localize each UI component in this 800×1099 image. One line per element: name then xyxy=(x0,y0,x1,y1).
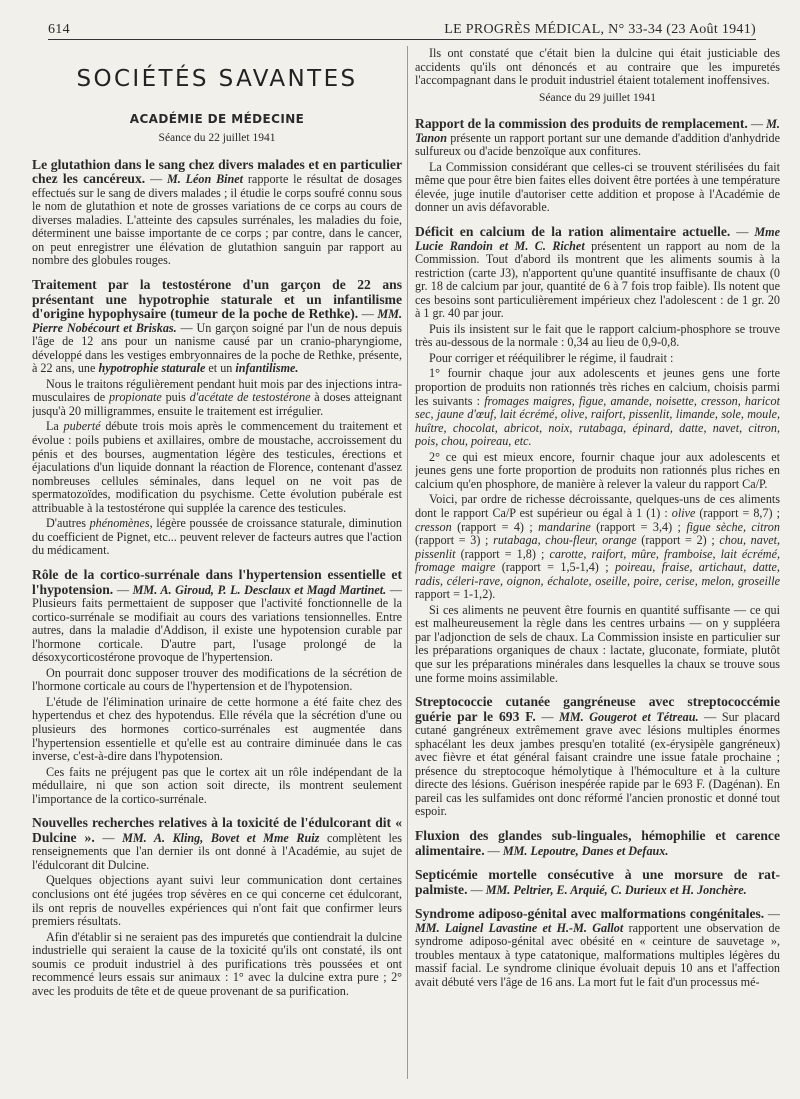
article-title: Septicémie mortelle consécutive à une morsure de rat-palmiste. xyxy=(415,867,780,897)
article-glutathion xyxy=(32,158,402,268)
article-paragraph: Nous le traitons régulièrement pendant huit mois par des injections intra-musculaires de propionate puis d'acétate de testostérone à doses atteignant jusqu'à 20 milligrammes, ensuite le traitement est irrégulier. xyxy=(32,376,402,418)
article-dulcine xyxy=(32,816,402,998)
article-paragraph: 2° ce qui est mieux encore, fournir chaque jour aux adolescents et jeunes gens une forte proportion de produits non rationnés plus riches en calcium qu'en phosphore, de manière à relever la valeur du rapport Ca/P. xyxy=(415,449,780,491)
column-divider xyxy=(407,46,408,1079)
running-title: LE PROGRÈS MÉDICAL, N° 33-34 (23 Août 1941) xyxy=(444,22,756,37)
article-paragraph: Streptococcie cutanée gangréneuse avec streptococcémie guérie par le 693 F. — MM. Gougerot et Tétreau. — Sur placard cutané gangréneux extrêmement grave avec lésions multiples énormes sphacélant les deux jambes presqu'en totalité (ex-érysipèle gangréneux) avec fièvre et état général faisant craindre une issue fatale prochaine ; présence du streptocoque hémolytique à l'hémoculture et à la culture directe des lésions. Guérison inespérée rapide par le 693 F. (Dagénan). En pareil cas les sulfamides ont donc réformé l'ancien pronostic et donné tout espoir. xyxy=(415,694,780,819)
article-title: Fluxion des glandes sub-linguales, hémophilie et carence alimentaire. xyxy=(415,827,780,858)
article-paragraph: Traitement par la testostérone d'un garçon de 22 ans présentant une hypotrophie staturale et un infantilisme d'origine hypophysaire (tumeur de la poche de Rethke). — MM. Pierre Nobécourt et Briskas. — Un garçon soigné par l'un de nous depuis l'âge de 12 ans pour un nanisme causé par un cranio-pharyngiome, développé dans les vestiges embryonnaires de la poche de Rethke, présente, à 22 ans, une hypotrophie staturale et un infantilisme. xyxy=(32,277,402,376)
article-title: Nouvelles recherches relatives à la toxicité de l'édulcorant dit « Dulcine ». xyxy=(32,815,402,845)
article-authors: MM. A. Kling, Bovet et Mme Ruiz xyxy=(122,830,320,845)
article-paragraph: Afin d'établir si ne seraient pas des impuretés que contiendrait la dulcine industrielle qui seraient la cause de la toxicité qu'ils ont constaté, ils ont soumis ce produit industriel à des purifications très poussées et ont recommencé leurs essais sur animaux : 1° avec la dulcine extra pure ; 2° avec les produits de tête et de queue provenant de sa purification. xyxy=(32,929,402,998)
left-column xyxy=(32,47,402,1079)
page-number: 614 xyxy=(48,22,70,37)
article-authors: MM. A. Giroud, P. L. Desclaux et Magd Martinet. xyxy=(132,582,387,597)
article-title: Rôle de la cortico-surrénale dans l'hypertension essentielle et l'hypotension. xyxy=(32,566,402,597)
article-paragraph: Puis ils insistent sur le fait que le rapport calcium-phosphore se trouve très au-dessous de la normale : 0,34 au lieu de 0,9-0,8. xyxy=(415,321,780,350)
article-authors: Mme Lucie Randoin et M. C. Richet xyxy=(415,225,780,253)
article-title: Le glutathion dans le sang chez divers malades et en particulier chez les cancéreux. xyxy=(32,156,402,187)
article-paragraph: D'autres phénomènes, légère poussée de croissance staturale, diminution du coefficient de Pignet, etc... peuvent relever de facteurs autres que l'action du médicament. xyxy=(32,516,402,558)
article-paragraph: Syndrome adiposo-génital avec malformations congénitales. — MM. Laignel Lavastine et H.-M. Gallot rapportent une observation de syndrome adiposo-génital avec obésité en « ceinture de sauvetage », troubles mentaux à type catatonique, malformations multiples légères du massif facial. Le syndrome clinique évoluait depuis 10 ans et l'affection avait débuté vers l'âge de 16 ans. La mort fut le fait d'un processus mé- xyxy=(415,906,780,989)
article-paragraph: Nouvelles recherches relatives à la toxicité de l'édulcorant dit « Dulcine ». — MM. A. Kling, Bovet et Mme Ruiz complètent les renseignements que l'an dernier ils ont donné à l'Académie, au sujet de l'édulcorant dit Dulcine. xyxy=(32,815,402,872)
article-septicemie xyxy=(415,868,780,897)
article-paragraph: Rapport de la commission des produits de remplacement. — M. Tanon présente un rapport portant sur une demande d'addition d'anhydride sulfureux ou d'acide benzoïque aux confitures. xyxy=(415,116,780,159)
article-testosterone xyxy=(32,278,402,558)
article-paragraph: Quelques objections ayant suivi leur communication dont certaines conclusions ont été jugées trop sévères en ce qui concerne cet édulcorant, ils ont repris de nouvelles expériences qui n'ont fait que confirmer leurs premiers résultats. xyxy=(32,873,402,929)
article-authors: MM. Laignel Lavastine et H.-M. Gallot xyxy=(415,920,624,935)
article-paragraph: Rôle de la cortico-surrénale dans l'hypertension essentielle et l'hypotension. — MM. A. Giroud, P. L. Desclaux et Magd Martinet. — Plusieurs faits permettaient de supposer que l'activité fonctionnelle de la cortico-surrénale se modifiait au cours des variations tensionnelles. Entre autres, dans la maladie d'Addison, il existe une hypotension curable par l'hormone corticale. D'autre part, l'usage prolongé de la désoxycorticostérone provoque de l'hypertension. xyxy=(32,566,402,665)
article-produits-remplacement xyxy=(415,117,780,215)
seance-date: Séance du 29 juillet 1941 xyxy=(539,91,656,104)
article-title: Streptococcie cutanée gangréneuse avec streptococcémie guérie par le 693 F. xyxy=(415,694,780,724)
article-paragraph: La puberté débute trois mois après le commencement du traitement et évolue : poils pubiens et axillaires, ombre de moustache, accroissement du pénis et des bourses, augmentation légère des testicules, érections et éjaculations d'un liquide donnant la réaction de Florence, contenant d'assez nombreuses cellules séminales, dans lequel on ne voit pas de spermatozoïdes, modification du psychisme. Cette évolution pubérale est attribuable à la testostérone qui supplée la carence des testicules. xyxy=(32,419,402,515)
seance-date: Séance du 22 juillet 1941 xyxy=(158,132,276,145)
article-paragraph: L'étude de l'élimination urinaire de cette hormone a été faite chez des hypertendus et chez des hypotendus. Elle révéla que la sécrétion d'une ou plusieurs des hormones cortico-surrénales est augmentée dans l'hypertension essentielle et qu'elle est au contraire diminuée dans le cas inverse, c'est-à-dire dans l'hypotension. xyxy=(32,694,402,764)
right-column xyxy=(415,47,780,1079)
article-paragraph: On pourrait donc supposer trouver des modifications de la sécrétion de l'hormone corticale au cours de l'hypertension et de l'hypotension. xyxy=(32,665,402,694)
article-paragraph: Pour corriger et rééquilibrer le régime, il faudrait : xyxy=(429,350,674,365)
article-title: Syndrome adiposo-génital avec malformations congénitales. xyxy=(415,906,765,922)
article-authors: MM. Pierre Nobécourt et Briskas. xyxy=(32,307,402,335)
article-paragraph: Le glutathion dans le sang chez divers malades et en particulier chez les cancéreux. — M. Léon Binet rapporte le résultat de dosages effectués sur le sang de divers malades ; il étudie le corps soufré connu sous le nom de glutathion et note de grosses variations de ce corps au cours de diverses maladies. L'atteinte des capsules surrénales, les maladies du foie, déterminent une baisse importante de ce corps ; par contre, dans le cancer, on peut enregistrer une élévation de glutathion sanguin par rapport au nombre des globules rouges. xyxy=(32,156,402,268)
article-streptococcie xyxy=(415,695,780,819)
article-cortico-surrenale xyxy=(32,568,402,806)
article-authors: MM. Peltrier, E. Arquié, C. Durieux et H. Jonchère. xyxy=(485,882,747,897)
article-title: Déficit en calcium de la ration alimentaire actuelle. xyxy=(415,224,731,240)
academy-heading: ACADÉMIE DE MÉDECINE xyxy=(129,111,305,126)
article-authors: M. Léon Binet xyxy=(166,172,244,187)
article-paragraph: Ces faits ne préjugent pas que le cortex ait un rôle indépendant de la médullaire, ni que son action soit directe, ils montrent seulement l'importance de la cortico-surrénale. xyxy=(32,764,402,806)
article-paragraph: Septicémie mortelle consécutive à une morsure de rat-palmiste. — MM. Peltrier, E. Arquié, C. Durieux et H. Jonchère. xyxy=(415,867,780,897)
article-title: Traitement par la testostérone d'un garçon de 22 ans présentant une hypotrophie staturale et un infantilisme d'origine hypophysaire (tumeur de la poche de Rethke). xyxy=(32,277,402,322)
article-title: Rapport de la commission des produits de remplacement. xyxy=(415,116,748,132)
article-authors: MM. Gougerot et Tétreau. xyxy=(559,709,699,724)
article-paragraph: Si ces aliments ne peuvent être fournis en quantité suffisante — ce qui est malheureusement la règle dans les centres urbains — on y suppléera par l'adjonction de sels de chaux. La Commission insiste en particulier sur les préparations organiques de chaux : lactate, gluconate, formiate, plutôt que sur les préparations minérales dans lesquelles la chaux se trouve sous une forme moins assimilable. xyxy=(415,602,780,685)
article-paragraph: La Commission considérant que celles-ci se trouvent stérilisées du fait même que pour être bien faites elles doivent être portées à une température élevée, juge inutile d'autoriser cette addition et propose à l'Académie de donner un avis défavorable. xyxy=(415,159,780,215)
article-paragraph: Fluxion des glandes sub-linguales, hémophilie et carence alimentaire. — MM. Lepoutre, Danes et Defaux. xyxy=(415,827,780,858)
article-authors: M. Tanon xyxy=(415,117,780,145)
article-paragraph: Ils ont constaté que c'était bien la dulcine qui était justiciable des accidents qu'ils ont dénoncés et au contraire que les impuretés l'accompagnant dans le produit industriel étaient totalement inoffensives. xyxy=(415,47,780,88)
article-fluxion xyxy=(415,829,780,858)
article-deficit-calcium xyxy=(415,225,780,685)
header-rule xyxy=(48,39,756,40)
article-authors: MM. Lepoutre, Danes et Defaux. xyxy=(502,843,669,858)
article-syndrome-adiposo-genital xyxy=(415,907,780,989)
section-title: SOCIÉTÉS SAVANTES xyxy=(76,66,358,92)
article-paragraph: Déficit en calcium de la ration alimentaire actuelle. — Mme Lucie Randoin et M. C. Richet présentent un rapport au nom de la Commission. Tout d'abord ils montrent que les aliments soumis à la restriction (carte J3), n'apportent qu'une quantité insuffisante de chaux (0 gr. 18 de calcium par jour, quantité de 6 à 7 fois trop faible). Ils notent que ces besoins sont particulièrement impérieux chez l'adolescent : de 1 gr. 20 à 1 gr. 40 par jour. xyxy=(415,224,780,321)
article-paragraph: 1° fournir chaque jour aux adolescents et jeunes gens une forte proportion de produits non rationnés très riches en calcium, choisis parmi les suivants : fromages maigres, figue, amande, noisette, cresson, haricot sec, jaune d'œuf, lait écrémé, olive, raifort, pissenlit, limande, sole, moule, huître, chocolat, abricot, noix, rutabaga, épinard, datte, navet, citron, pois, chou, poireau, etc. xyxy=(415,366,780,449)
article-paragraph: Voici, par ordre de richesse décroissante, quelques-uns de ces aliments dont le rapport Ca/P est supérieur ou égal à 1 (1) : olive (rapport = 8,7) ; cresson (rapport = 4) ; mandarine (rapport = 3,4) ; figue sèche, citron (rapport = 3) ; rutabaga, chou-fleur, orange (rapport = 2) ; chou, navet, pissenlit (rapport = 1,8) ; carotte, raifort, mûre, framboise, lait écrémé, fromage maigre (rapport = 1,5-1,4) ; poireau, fraise, artichaut, datte, radis, céleri-rave, oignon, échalote, oseille, poire, cerise, melon, groseille rapport = 1-1,2). xyxy=(415,492,780,602)
